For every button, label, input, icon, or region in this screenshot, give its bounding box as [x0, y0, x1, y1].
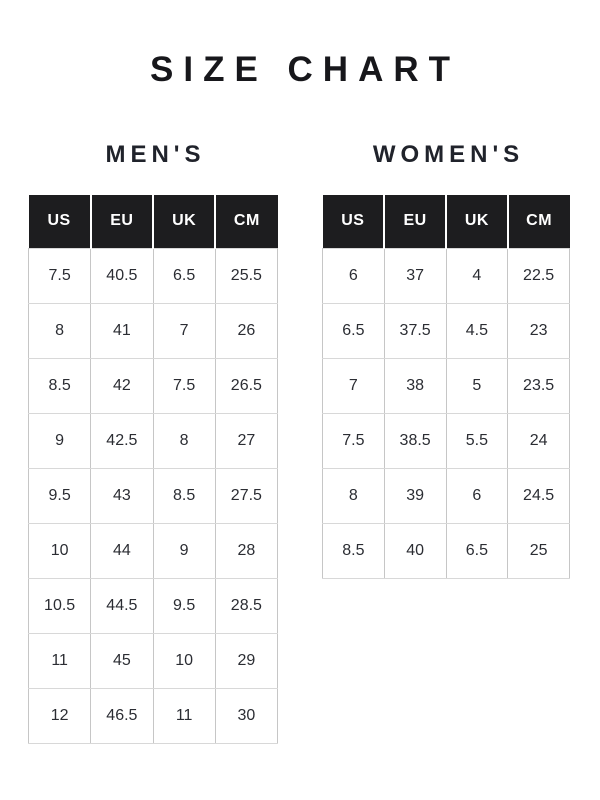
table-row [323, 413, 570, 468]
size-cell: 24.5 [508, 468, 570, 523]
size-cell: 26.5 [215, 358, 277, 413]
mens-size-table [28, 195, 278, 744]
size-cell: 9.5 [29, 468, 91, 523]
size-cell: 8 [29, 303, 91, 358]
size-cell: 10 [29, 523, 91, 578]
size-cell: 30 [215, 688, 277, 743]
table-row [323, 303, 570, 358]
table-row [29, 468, 278, 523]
size-cell: 11 [29, 633, 91, 688]
size-cell: 10.5 [29, 578, 91, 633]
header-row [29, 195, 278, 248]
size-cell: 28 [215, 523, 277, 578]
size-cell: 6 [323, 248, 385, 303]
column-header-us: US [29, 195, 91, 248]
size-cell: 45 [91, 633, 153, 688]
table-row [29, 633, 278, 688]
size-cell: 6.5 [153, 248, 215, 303]
column-header-us: US [323, 195, 385, 248]
column-header-uk: UK [153, 195, 215, 248]
size-cell: 37 [384, 248, 446, 303]
size-cell: 46.5 [91, 688, 153, 743]
size-cell: 8.5 [29, 358, 91, 413]
mens-section [28, 143, 278, 744]
size-cell: 23.5 [508, 358, 570, 413]
tables-row [0, 143, 600, 744]
size-cell: 43 [91, 468, 153, 523]
size-cell: 41 [91, 303, 153, 358]
size-cell: 9.5 [153, 578, 215, 633]
size-cell: 23 [508, 303, 570, 358]
size-cell: 8.5 [153, 468, 215, 523]
womens-section [322, 143, 570, 579]
mens-heading: MEN'S [105, 141, 206, 168]
size-cell: 44.5 [91, 578, 153, 633]
size-cell: 4.5 [446, 303, 508, 358]
size-cell: 7.5 [153, 358, 215, 413]
size-cell: 38 [384, 358, 446, 413]
size-cell: 9 [153, 523, 215, 578]
size-cell: 7 [323, 358, 385, 413]
size-cell: 4 [446, 248, 508, 303]
womens-heading: WOMEN'S [372, 141, 525, 168]
table-row [323, 358, 570, 413]
table-row [323, 523, 570, 578]
table-row [29, 578, 278, 633]
header-row [323, 195, 570, 248]
table-row [29, 303, 278, 358]
size-cell: 24 [508, 413, 570, 468]
table-row [29, 413, 278, 468]
size-cell: 11 [153, 688, 215, 743]
size-cell: 6.5 [323, 303, 385, 358]
table-row [29, 688, 278, 743]
size-cell: 28.5 [215, 578, 277, 633]
size-cell: 40 [384, 523, 446, 578]
page-title: SIZE CHART [150, 50, 460, 89]
size-cell: 39 [384, 468, 446, 523]
column-header-eu: EU [384, 195, 446, 248]
womens-size-table [322, 195, 570, 579]
size-cell: 38.5 [384, 413, 446, 468]
size-cell: 37.5 [384, 303, 446, 358]
size-cell: 29 [215, 633, 277, 688]
size-cell: 27 [215, 413, 277, 468]
size-cell: 44 [91, 523, 153, 578]
size-cell: 8 [323, 468, 385, 523]
column-header-eu: EU [91, 195, 153, 248]
size-cell: 6.5 [446, 523, 508, 578]
size-cell: 7.5 [323, 413, 385, 468]
size-cell: 25 [508, 523, 570, 578]
size-cell: 8 [153, 413, 215, 468]
column-header-cm: CM [508, 195, 570, 248]
size-cell: 7 [153, 303, 215, 358]
size-cell: 42.5 [91, 413, 153, 468]
size-cell: 9 [29, 413, 91, 468]
table-row [29, 358, 278, 413]
table-row [323, 248, 570, 303]
size-cell: 6 [446, 468, 508, 523]
table-row [323, 468, 570, 523]
size-cell: 25.5 [215, 248, 277, 303]
size-cell: 12 [29, 688, 91, 743]
size-cell: 5 [446, 358, 508, 413]
size-cell: 10 [153, 633, 215, 688]
size-cell: 26 [215, 303, 277, 358]
size-cell: 42 [91, 358, 153, 413]
size-cell: 8.5 [323, 523, 385, 578]
size-cell: 22.5 [508, 248, 570, 303]
size-cell: 40.5 [91, 248, 153, 303]
column-header-uk: UK [446, 195, 508, 248]
table-row [29, 523, 278, 578]
column-header-cm: CM [215, 195, 277, 248]
size-cell: 27.5 [215, 468, 277, 523]
size-cell: 5.5 [446, 413, 508, 468]
table-row [29, 248, 278, 303]
size-cell: 7.5 [29, 248, 91, 303]
